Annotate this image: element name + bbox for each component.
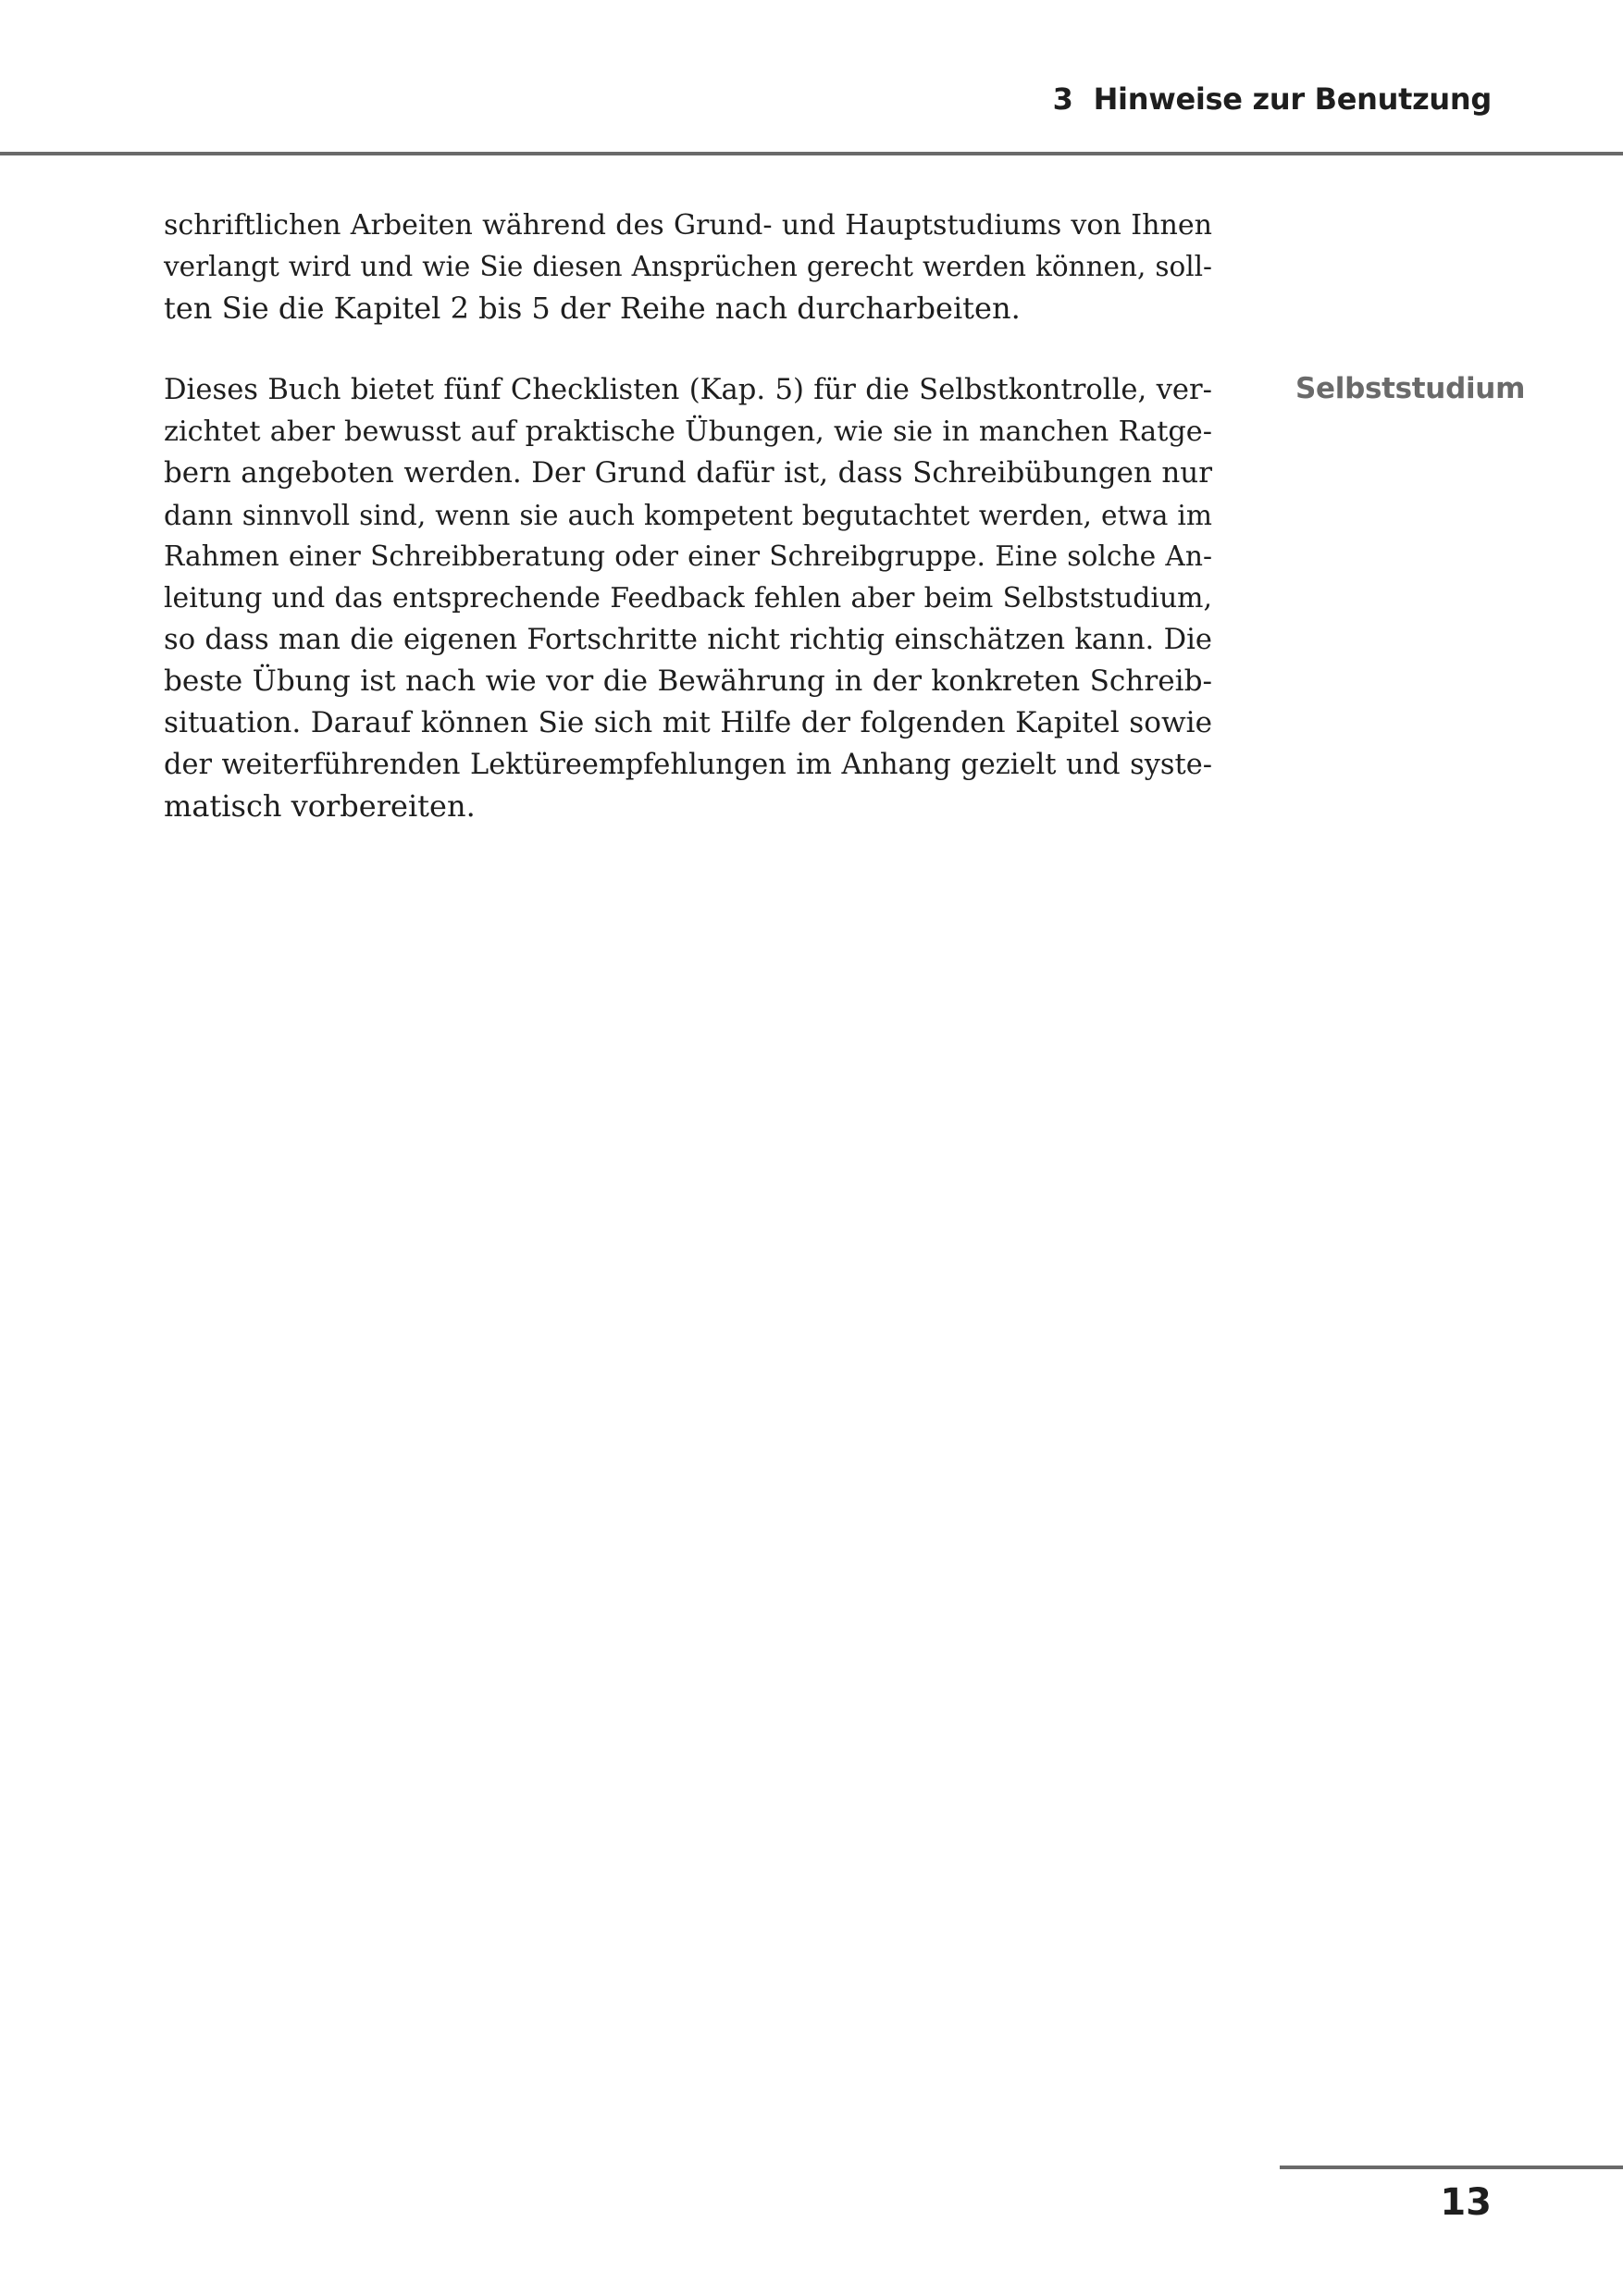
text-line: matisch vorbereiten. <box>164 788 476 824</box>
text-line: so dass man die eigenen Fortschritte nicht richtig einschätzen kann. Die <box>164 624 1212 656</box>
text-line: leitung und das entsprechende Feedback fehlen aber beim Selbststudium, <box>164 582 1212 614</box>
header-rule <box>0 152 1623 155</box>
text-line: beste Übung ist nach wie vor die Bewährung in der konkreten Schreib- <box>164 664 1212 698</box>
paragraph-1 <box>164 205 1212 329</box>
margin-note: Selbststudium <box>1295 372 1526 405</box>
text-line: zichtet aber bewusst auf praktische Übungen, wie sie in manchen Ratge- <box>164 416 1212 448</box>
chapter-title: Hinweise zur Benutzung <box>1093 81 1492 117</box>
paragraph-2 <box>164 369 1212 827</box>
text-line: bern angeboten werden. Der Grund dafür ist, dass Schreibübungen nur <box>164 456 1212 490</box>
text-line: ten Sie die Kapitel 2 bis 5 der Reihe nach durcharbeiten. <box>164 291 1021 326</box>
text-line: Rahmen einer Schreibberatung oder einer Schreibgruppe. Eine solche An- <box>164 540 1212 573</box>
text-line: Dieses Buch bietet fünf Checklisten (Kap. 5) für die Selbstkontrolle, ver- <box>164 374 1212 406</box>
text-line: schriftlichen Arbeiten während des Grund- und Hauptstudiums von Ihnen <box>164 209 1212 242</box>
text-line: dann sinnvoll sind, wenn sie auch kompetent begutachtet werden, etwa im <box>164 499 1212 531</box>
text-line: verlangt wird und wie Sie diesen Ansprüchen gerecht werden können, soll- <box>164 251 1212 282</box>
text-line: situation. Darauf können Sie sich mit Hilfe der folgenden Kapitel sowie <box>164 706 1212 739</box>
text-line: der weiterführenden Lektüreempfehlungen im Anhang gezielt und syste- <box>164 749 1212 781</box>
chapter-number: 3 <box>1052 81 1073 117</box>
footer-rule <box>1280 2166 1623 2169</box>
running-head <box>1053 81 1492 117</box>
page-number: 13 <box>1440 2181 1492 2224</box>
